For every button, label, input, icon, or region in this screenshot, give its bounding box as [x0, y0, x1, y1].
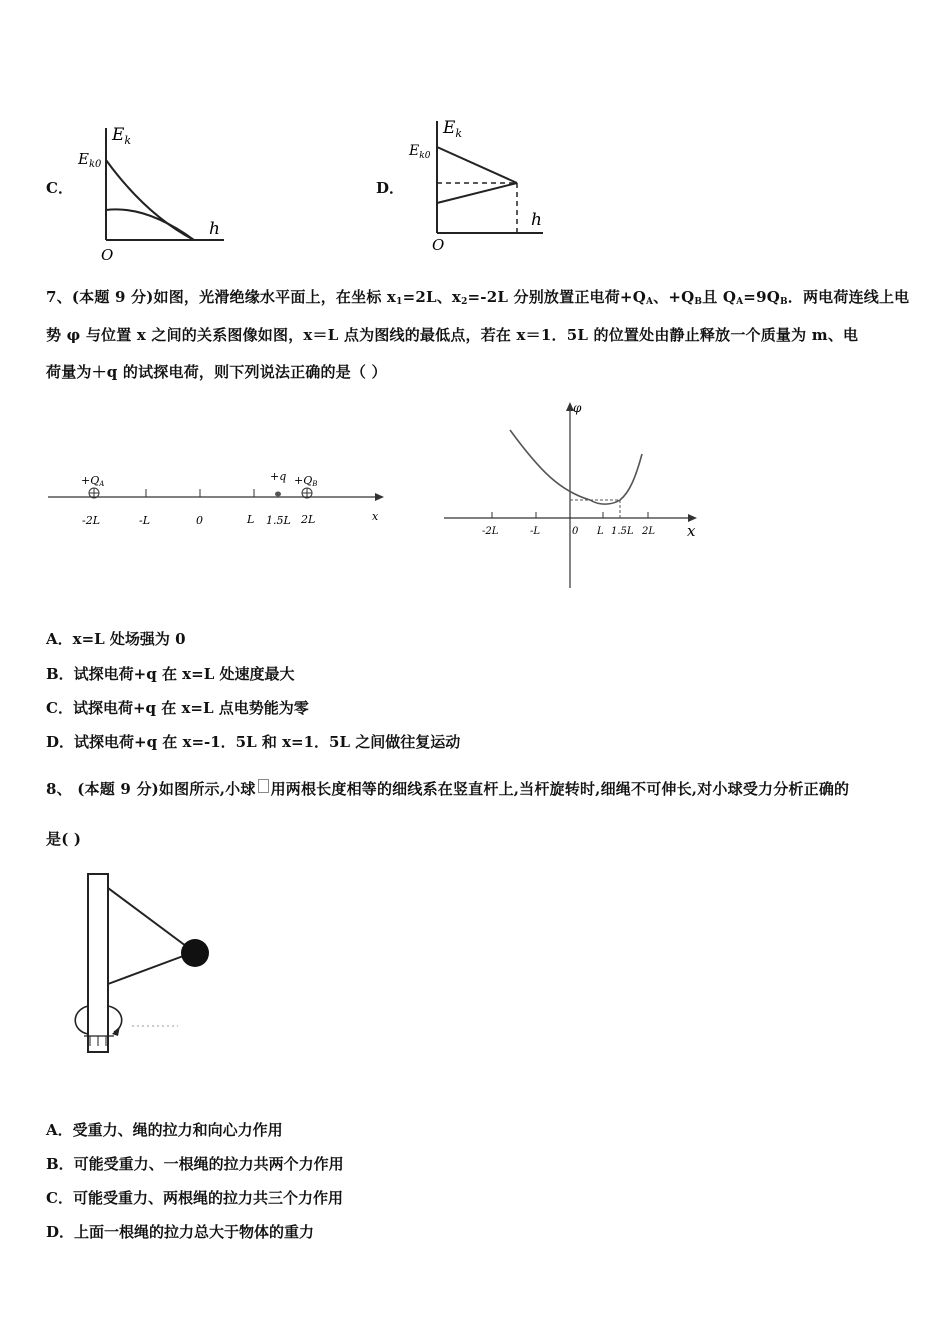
x-label: x	[687, 522, 696, 540]
q7-charge-axis-figure	[44, 465, 394, 535]
q7-option-d: D．试探电荷+q 在 x=-1．5L 和 x=1．5L 之间做往复运动	[46, 733, 461, 751]
origin-label: O	[101, 246, 114, 264]
x-label: h	[209, 219, 220, 239]
y-label: $E_k$	[112, 125, 132, 147]
tick-label: 0	[196, 514, 203, 527]
q8-rotating-pole-figure	[66, 866, 226, 1061]
y-label: φ	[573, 401, 582, 415]
curve-upper	[106, 160, 194, 240]
q6-graph-c	[76, 120, 236, 265]
rotation-arrow-icon	[112, 1026, 120, 1036]
placeholder-box	[258, 779, 269, 793]
tick-label: -2L	[82, 514, 101, 527]
test-charge-marker	[275, 492, 281, 497]
lower-string	[108, 952, 194, 984]
curve-lower	[106, 209, 194, 240]
q6-graph-d	[405, 115, 555, 255]
charge-q-label: +q	[270, 470, 287, 483]
q7-option-a: A．x=L 处场强为 0	[46, 630, 186, 648]
tick-label: L	[597, 526, 604, 537]
y-label: $E_k$	[443, 118, 463, 140]
q7-phi-graph	[440, 396, 705, 594]
y0-label: $E_{k0}$	[78, 150, 102, 170]
tick-label: L	[247, 513, 255, 526]
y0-label: $E_{k0}$	[409, 143, 431, 161]
q8-option-c: C．可能受重力、两根绳的拉力共三个力作用	[46, 1189, 343, 1207]
tick-label: 1.5L	[611, 526, 634, 537]
tick-label: 1.5L	[266, 514, 291, 527]
charge-a-label: +QA	[81, 474, 105, 488]
tick-label: -L	[139, 514, 151, 527]
vertical-pole	[88, 874, 108, 1052]
ball	[181, 939, 209, 967]
q7-stem-line1: 7、(本题 9 分)如图，光滑绝缘水平面上，在坐标 $x_1=2L$、$x_2=-2L$ 分别放置正电荷$+Q_A$、$+Q_B$且 $Q_A=9Q_B$．两电荷连线上电	[46, 288, 910, 307]
q8-stem-line2: 是( )	[46, 830, 82, 848]
upper-string	[108, 888, 194, 952]
tick-label: 2L	[642, 526, 656, 537]
q7-stem-line3: 荷量为＋q 的试探电荷，则下列说法正确的是（ ）	[46, 363, 387, 381]
tick-label: -L	[530, 526, 541, 537]
q7-stem-line2: 势 φ 与位置 x 之间的关系图像如图，x＝L 点为图线的最低点，若在 x＝1．5L 的位置处由静止释放一个质量为 m、电	[46, 326, 859, 344]
origin-label: O	[432, 236, 445, 254]
q6-option-d-label: D．	[376, 179, 405, 197]
q8-stem-line1: 8、 (本题 9 分)如图所示,小球 用两根长度相等的细线系在竖直杆上,当杆旋转时,细绳不可伸长,对小球受力分析正确的	[46, 780, 850, 798]
q8-option-b: B．可能受重力、一根绳的拉力共两个力作用	[46, 1155, 344, 1173]
q7-option-c: C．试探电荷+q 在 x=L 点电势能为零	[46, 699, 309, 717]
q7-option-b: B．试探电荷+q 在 x=L 处速度最大	[46, 665, 295, 683]
q8-option-a: A．受重力、绳的拉力和向心力作用	[46, 1121, 283, 1139]
tick-label: 2L	[301, 513, 316, 526]
charge-b-label: +QB	[294, 474, 318, 488]
phi-curve	[510, 430, 642, 504]
tick-label: -2L	[482, 526, 499, 537]
q8-option-d: D．上面一根绳的拉力总大于物体的重力	[46, 1223, 315, 1241]
x-label: h	[531, 210, 542, 230]
tick-label: 0	[572, 526, 579, 537]
q6-option-c-label: C．	[46, 179, 73, 197]
x-label: x	[372, 510, 379, 523]
